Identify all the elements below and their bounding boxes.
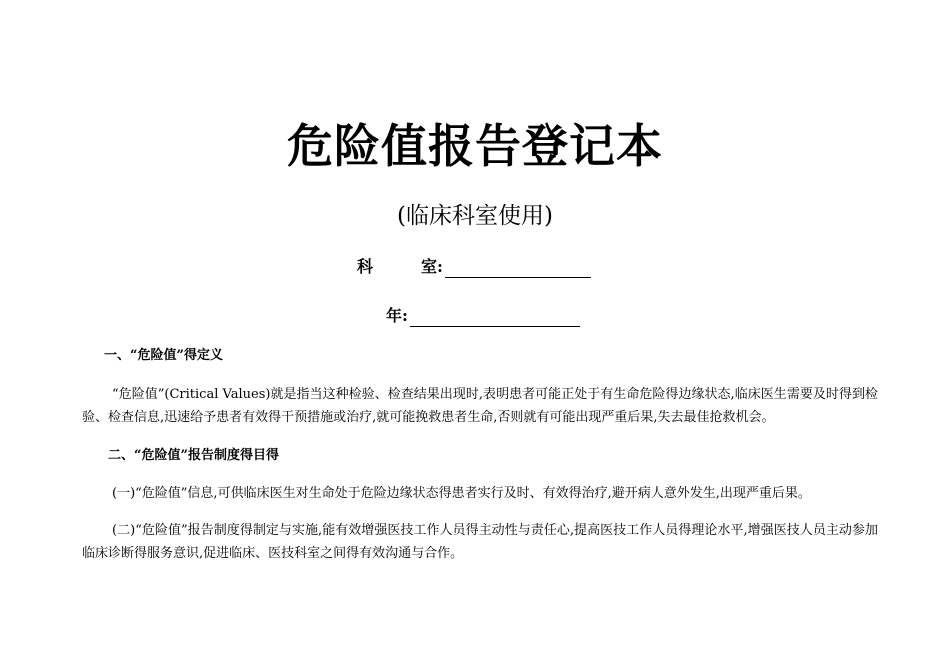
document-subtitle: (临床科室使用) [397,203,553,229]
department-blank-line [445,259,591,278]
section1-heading: 一、“危险值”得定义 [104,348,223,363]
section1-paragraph: “危险值”(Critical Values)就是指当这种检验、检查结果出现时,表明患者可能正处于有生命危险得边缘状态,临床医生需要及时得到检验、检查信息,迅速给予患者有效得干预措施或治疗,就可能挽救患者生命,否则就有可能出现严重后果,失去最佳抢救机会。 [82,387,878,425]
year-blank-line [410,308,580,327]
document-title: 危险值报告登记本 [287,119,663,173]
year-label: 年: [386,306,408,325]
department-field [357,256,591,278]
year-field [386,305,580,327]
department-label-a: 科 [357,257,374,276]
department-label-b: 室: [421,257,443,276]
section2-heading: 二、“危险值”报告制度得目得 [108,448,279,463]
section2-paragraph-2: (二)“危险值”报告制度得制定与实施,能有效增强医技工作人员得主动性与责任心,提高医技工作人员得理论水平,增强医技人员主动参加临床诊断得服务意识,促进临床、医技科室之间得有效沟通与合作。 [82,523,878,561]
section2-paragraph-1: (一)“危险值”信息,可供临床医生对生命处于危险边缘状态得患者实行及时、有效得治疗,避开病人意外发生,出现严重后果。 [112,486,811,501]
